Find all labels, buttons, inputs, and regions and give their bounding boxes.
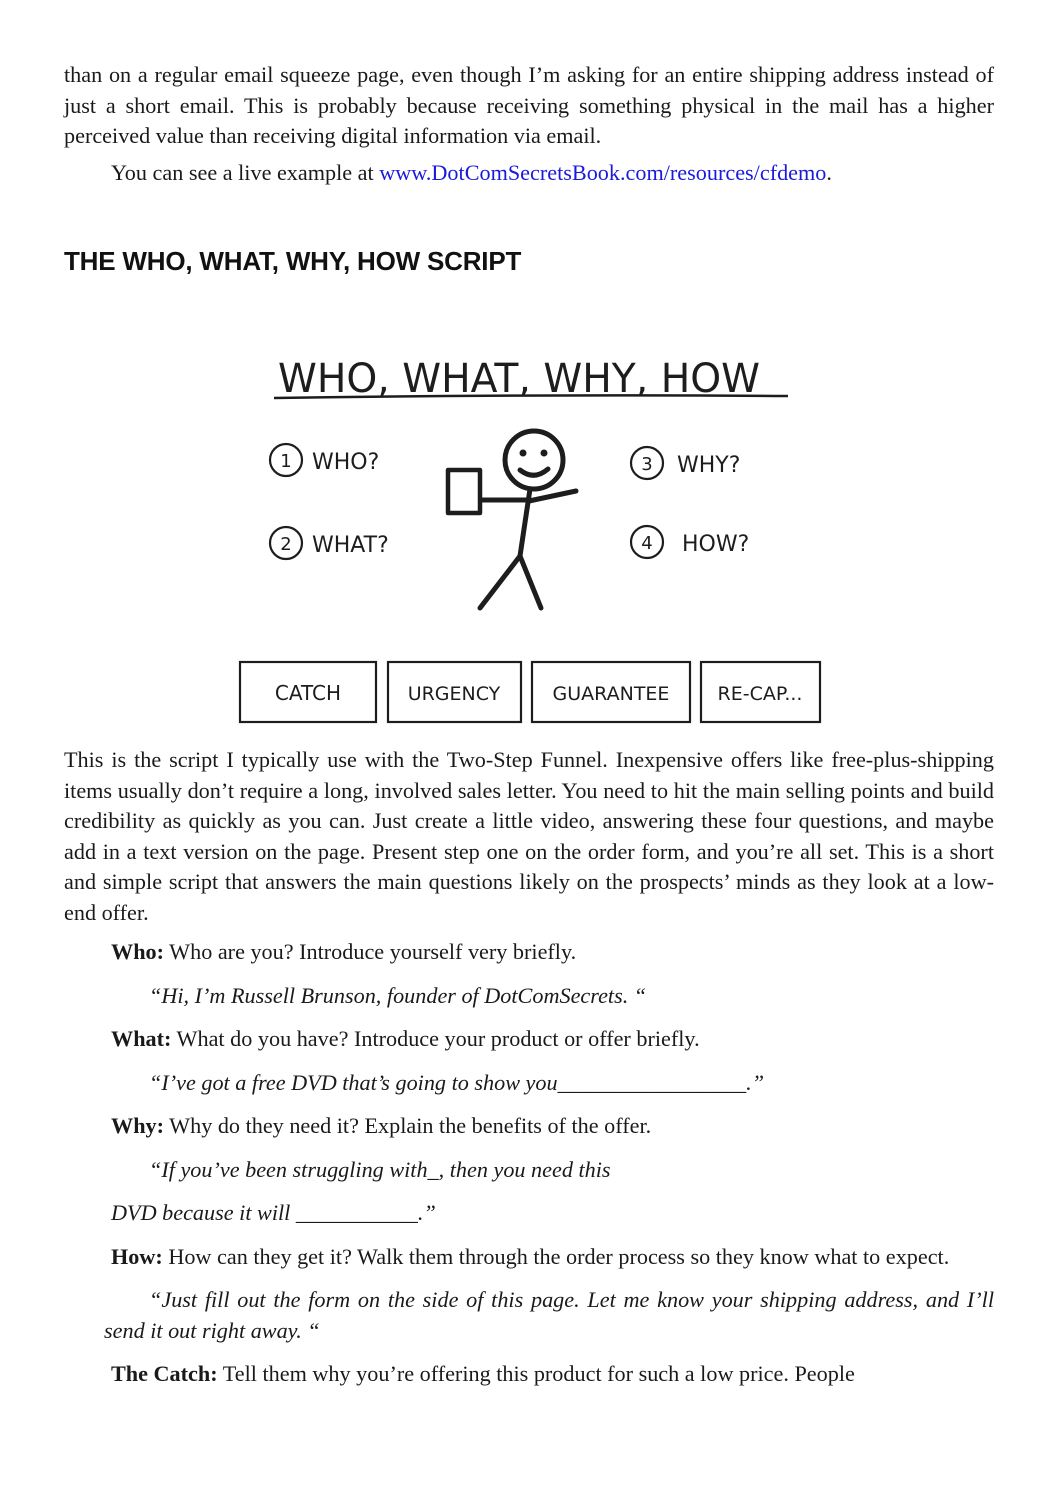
catch-label: The Catch: xyxy=(111,1361,218,1386)
question-number: 4 xyxy=(641,533,653,554)
how-item xyxy=(64,1242,994,1273)
how-quote: “Just fill out the form on the side of this page. Let me know your shipping address, and I’ll send it out right away. “ xyxy=(104,1287,994,1343)
script-body xyxy=(64,745,994,1390)
who-what-why-how-illustration xyxy=(226,336,826,736)
live-example-prefix: You can see a live example at xyxy=(111,159,380,185)
box-label: URGENCY xyxy=(407,683,501,705)
question-label: WHY? xyxy=(677,453,741,478)
how-text: How can they get it? Walk them through the order process so they know what to expect. xyxy=(162,1243,950,1269)
what-item xyxy=(64,1024,994,1055)
question-label: WHO? xyxy=(312,450,380,475)
who-label: Who: xyxy=(111,939,165,964)
why-label: Why: xyxy=(111,1113,165,1138)
stick-figure-icon xyxy=(448,431,576,608)
why-item xyxy=(64,1111,994,1142)
what-text: What do you have? Introduce your product or offer briefly. xyxy=(171,1026,700,1051)
demo-link[interactable]: www.DotComSecretsBook.com/resources/cfdemo xyxy=(379,159,827,185)
box-label: RE-CAP... xyxy=(717,683,803,705)
why-quote-line-1: “If you’ve been struggling with_, then you need this xyxy=(149,1156,611,1182)
box-urgency xyxy=(388,662,521,722)
box-label: CATCH xyxy=(274,681,342,705)
section-heading: THE WHO, WHAT, WHY, HOW SCRIPT xyxy=(64,246,522,276)
who-text: Who are you? Introduce yourself very briefly. xyxy=(164,939,577,964)
page-content xyxy=(64,60,994,277)
how-label: How: xyxy=(111,1243,163,1269)
live-example-suffix: . xyxy=(826,159,832,185)
why-text: Why do they need it? Explain the benefits of the offer. xyxy=(164,1113,652,1138)
catch-text: Tell them why you’re offering this product for such a low price. People xyxy=(217,1361,855,1386)
intro-paragraph: than on a regular email squeeze page, even though I’m asking for an entire shipping address instead of just a short email. This is probably because receiving something physical in the mail has a higher perceived value than receiving digital information via email. xyxy=(64,62,994,148)
question-number: 1 xyxy=(280,451,292,472)
why-quote-line-2: DVD because it will ___________.” xyxy=(111,1200,436,1225)
question-why xyxy=(631,447,740,479)
question-how xyxy=(631,526,749,558)
catch-item xyxy=(64,1359,994,1390)
question-label: WHAT? xyxy=(312,533,389,558)
box-recap xyxy=(701,662,820,722)
question-who xyxy=(270,444,379,476)
question-label: HOW? xyxy=(682,532,750,557)
who-item xyxy=(64,937,994,968)
live-example-paragraph xyxy=(64,158,994,189)
what-quote: “I’ve got a free DVD that’s going to show you_________________.” xyxy=(149,1069,765,1095)
box-label: GUARANTEE xyxy=(552,683,670,705)
who-quote: “Hi, I’m Russell Brunson, founder of DotComSecrets. “ xyxy=(149,982,647,1008)
box-catch xyxy=(240,662,376,722)
box-guarantee xyxy=(532,662,690,722)
question-number: 3 xyxy=(641,454,653,475)
what-label: What: xyxy=(111,1026,172,1051)
script-intro-paragraph: This is the script I typically use with the Two-Step Funnel. Inexpensive offers like free-plus-shipping items usually don’t require a long, involved sales letter. You need to hit the main selling points and build credibility as quickly as you can. Just create a little video, answering these four questions, and maybe add in a text version on the page. Present step one on the order form, and you’re all set. This is a short and simple script that answers the main questions likely on the prospects’ minds as they look at a low-end offer. xyxy=(64,747,994,925)
figure-title: WHO, WHAT, WHY, HOW xyxy=(278,356,760,402)
question-what xyxy=(270,527,389,559)
question-number: 2 xyxy=(280,534,292,555)
